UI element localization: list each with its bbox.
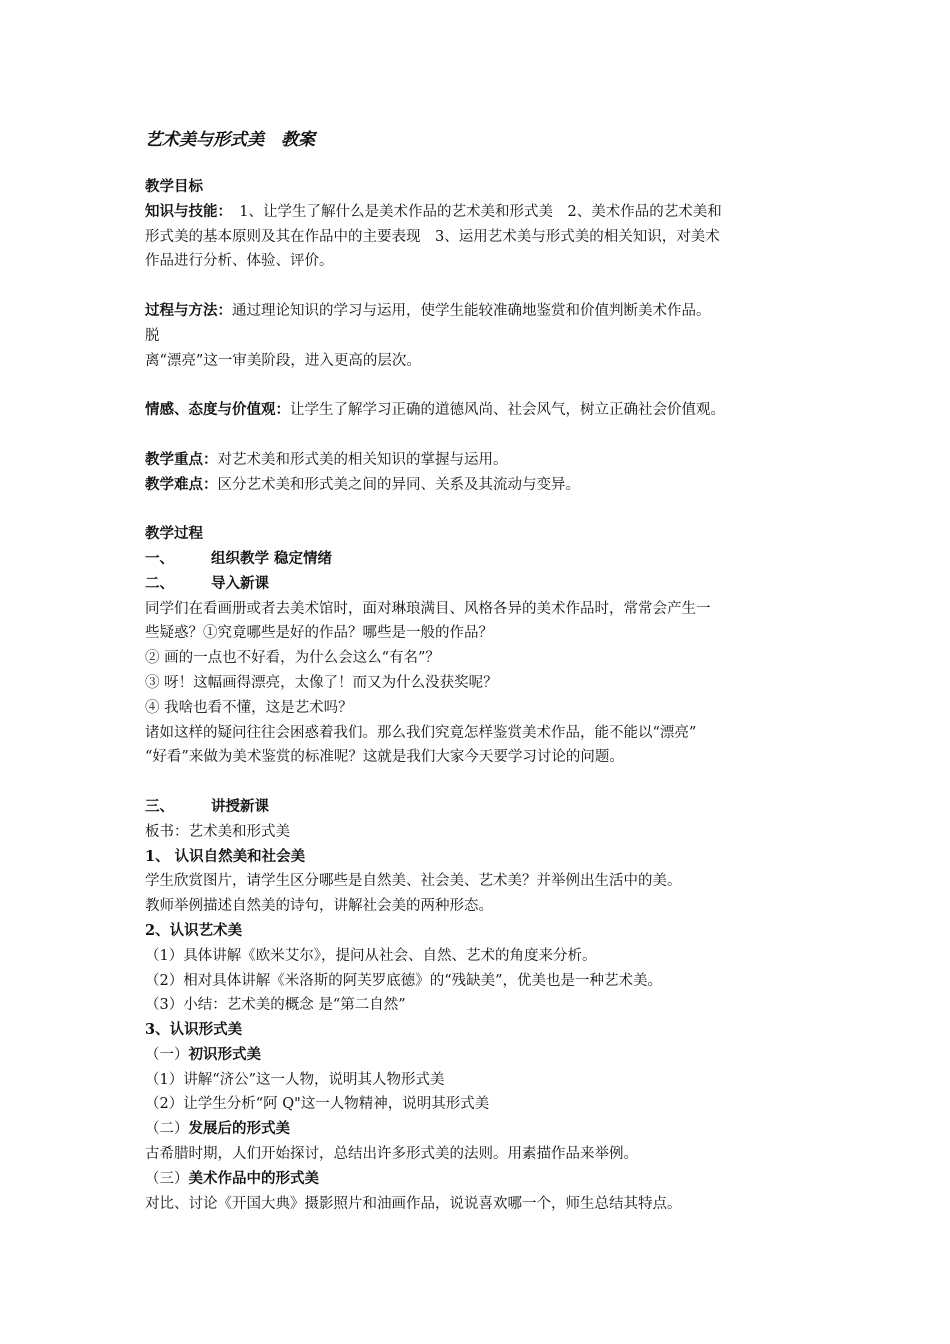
knowledge-text: 1、让学生了解什么是美术作品的艺术美和形式美 2、美术作品的艺术美和 (239, 203, 722, 220)
step-2-text: 导入新课 (211, 574, 269, 592)
process-line-2: 脱 (145, 327, 160, 344)
blank-line (145, 497, 815, 522)
blank-line (145, 770, 815, 795)
step-3-number: 三、 (145, 797, 174, 815)
section-3-line-4: 对比、讨论《开国大典》摄影照片和油画作品，说说喜欢哪一个，师生总结其特点。 (145, 1195, 682, 1212)
section-2-heading: 2、认识艺术美 (145, 921, 243, 939)
board-note: 板书：艺术美和形式美 (145, 823, 290, 840)
intro-line-2: 些疑惑？①究竟哪些是好的作品？哪些是一般的作品？ (145, 625, 493, 642)
step-1 (145, 547, 815, 572)
section-3-line-1: （1）讲解“济公”这一人物，说明其人物形式美 (145, 1071, 445, 1088)
key-point-label: 教学重点： (145, 450, 218, 468)
blank-line (145, 274, 815, 299)
step-3-text: 讲授新课 (211, 797, 269, 815)
section-3-sub-2 (145, 1117, 815, 1142)
section-1-line-1: 学生欣赏图片，请学生区分哪些是自然美、社会美、艺术美？并举例出生活中的美。 (145, 873, 682, 890)
section-1-line-2: 教师举例描述自然美的诗句，讲解社会美的两种形态。 (145, 898, 493, 915)
step-2 (145, 572, 815, 597)
knowledge-line-2: 形式美的基本原则及其在作品中的主要表现 3、运用艺术美与形式美的相关知识，对美术 (145, 228, 720, 245)
intro-line-4: ③ 呀！这幅画得漂亮，太像了！而又为什么没获奖呢？ (145, 674, 498, 691)
intro-line-5: ④ 我啥也看不懂，这是艺术吗？ (145, 699, 353, 716)
section-3-line-3: 古希腊时期，人们开始探讨，总结出许多形式美的法则。用素描作品来举例。 (145, 1146, 638, 1163)
section-3-sub-1-text: 初识形式美 (188, 1045, 261, 1063)
step-1-text: 组织教学 稳定情绪 (211, 549, 333, 567)
section-1-heading: 1、 认识自然美和社会美 (145, 847, 306, 865)
key-point-text: 对艺术美和形式美的相关知识的掌握与运用。 (217, 451, 508, 468)
process-heading: 教学过程 (145, 525, 203, 543)
section-3-heading: 3、认识形式美 (145, 1021, 243, 1039)
section-3-sub-3 (145, 1167, 815, 1192)
intro-line-3: ② 画的一点也不好看，为什么会这么“有名”？ (145, 650, 440, 667)
section-3-line-2: （2）让学生分析“阿 Q"这一人物精神，说明其形式美 (145, 1096, 490, 1113)
process-line-3: 离“漂亮”这一审美阶段，进入更高的层次。 (145, 352, 421, 369)
step-3 (145, 795, 815, 820)
section-3-sub-2-paren: （二） (145, 1121, 189, 1138)
section-3-sub-3-text: 美术作品中的形式美 (188, 1169, 319, 1187)
emotion-label: 情感、态度与价值观： (145, 401, 290, 419)
intro-line-1: 同学们在看画册或者去美术馆时，面对琳琅满目、风格各异的美术作品时，常常会产生一 (145, 600, 711, 617)
section-3-sub-3-paren: （三） (145, 1170, 189, 1187)
step-1-number: 一、 (145, 549, 174, 567)
knowledge-label: 知识与技能： (145, 202, 225, 220)
document-page (145, 125, 815, 1216)
process-text: 通过理论知识的学习与运用，使学生能较准确地鉴赏和价值判断美术作品。 (232, 302, 711, 319)
intro-line-6: 诸如这样的疑问往往会困惑着我们。那么我们究竟怎样鉴赏美术作品，能不能以“漂亮” (145, 724, 697, 741)
knowledge-line-1 (145, 200, 815, 225)
emotion-text: 让学生了解学习正确的道德风尚、社会风气，树立正确社会价值观。 (290, 402, 725, 419)
key-point-line (145, 448, 815, 473)
section-2-line-3: （3）小结：艺术美的概念 是“第二自然” (145, 997, 406, 1014)
difficult-point-label: 教学难点： (145, 475, 218, 493)
process-line-1 (145, 299, 815, 324)
section-3-sub-2-text: 发展后的形式美 (188, 1120, 290, 1138)
section-2-line-1: （1）具体讲解《欧米艾尔》，提问从社会、自然、艺术的角度来分析。 (145, 947, 597, 964)
section-2-line-2: （2）相对具体讲解《米洛斯的阿芙罗底德》的“残缺美”，优美也是一种艺术美。 (145, 972, 663, 989)
difficult-point-line (145, 473, 815, 498)
intro-line-7: “好看”来做为美术鉴赏的标准呢？这就是我们大家今天要学习讨论的问题。 (145, 749, 624, 766)
emotion-line (145, 398, 815, 423)
difficult-point-text: 区分艺术美和形式美之间的异同、关系及其流动与变异。 (217, 476, 580, 493)
document-title: 艺术美与形式美 教案 (145, 130, 315, 150)
section-3-sub-1-paren: （一） (145, 1046, 189, 1063)
step-2-number: 二、 (145, 574, 174, 592)
knowledge-line-3: 作品进行分析、体验、评价。 (145, 253, 334, 270)
section-3-sub-1 (145, 1043, 815, 1068)
blank-line (145, 373, 815, 398)
blank-line (145, 423, 815, 448)
goals-heading: 教学目标 (145, 178, 203, 195)
process-label: 过程与方法： (145, 301, 232, 319)
